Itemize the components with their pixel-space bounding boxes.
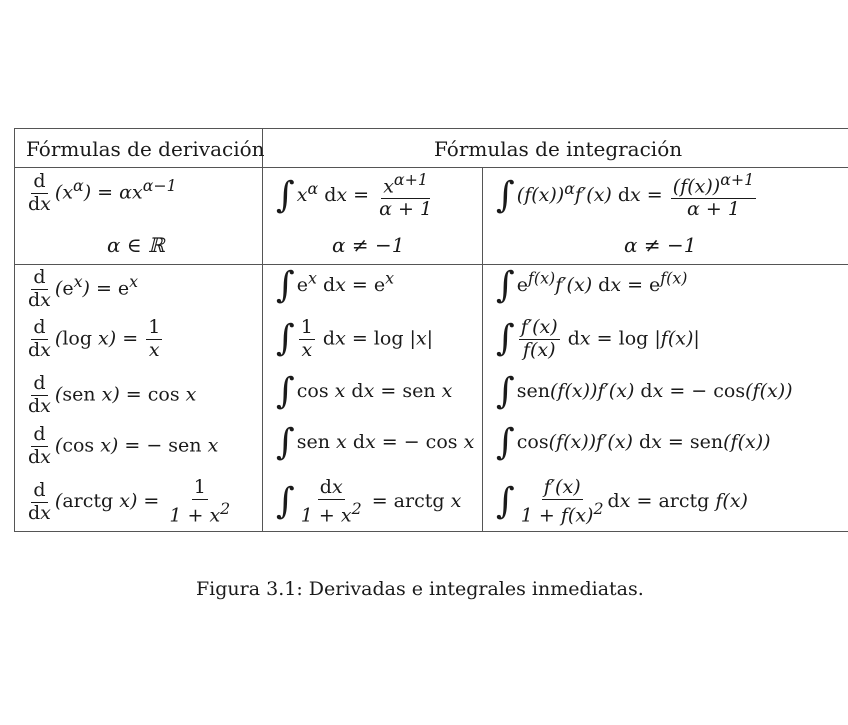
integral-power-condition: α ≠ −1: [332, 233, 405, 257]
derivative-power-condition: α ∈ ℝ: [107, 233, 165, 257]
table-bottom-rule: [14, 531, 848, 532]
general-integral-exponential: ∫ $e^{f(x)}f'(x)$ dx = $e^{f(x)}$: [496, 265, 688, 306]
first-row-bottom-rule: [14, 264, 848, 265]
general-integral-logarithm: ∫ $\frac{f'(x)}{f(x)}$ dx = log |f(x)|: [496, 316, 700, 361]
derivative-arctangent: $\frac{d}{dx}$ (arctg x) = $\frac{1}{1 + x^2}$: [28, 476, 231, 527]
integral-exponential: ∫ $e^x$ dx = $e^x$: [276, 265, 395, 306]
integral-logarithm: ∫ $\frac{1}{x}$ dx = log |x|: [276, 316, 434, 361]
derivative-cosine: $\frac{d}{dx}$ (cos x) = − sen x: [28, 423, 219, 468]
integral-sine: ∫ sen x dx = − cos x: [276, 422, 475, 463]
integral-power: ∫ $x^\alpha$ dx = $\frac{x^{\alpha+1}}{\alpha + 1}$: [276, 170, 433, 221]
general-integral-power-condition: α ≠ −1: [624, 233, 697, 257]
header-integration: Fórmulas de integración: [434, 137, 683, 161]
formula-text: [0, 0, 1, 1]
general-integral-cosine: ∫ cos(f(x))f′(x) dx = sen(f(x)): [496, 422, 771, 463]
general-integral-arctangent: ∫ $\frac{f'(x)}{1 + f(x)^2}$ dx = arctg f(x): [496, 476, 748, 527]
table-left-rule: [14, 128, 15, 532]
column-divider-integration: [482, 167, 483, 532]
general-integral-power: ∫ $(f(x))^\alpha f'(x)$ dx = $\frac{(f(x))^{\alpha+1}}{\alpha + 1}$: [496, 170, 755, 221]
column-divider-derivation: [262, 128, 263, 532]
derivative-exponential: $\frac{d}{dx}$ $(e^x) = e^x$: [28, 266, 139, 311]
general-integral-sine: ∫ sen(f(x))f′(x) dx = − cos(f(x)): [496, 371, 793, 412]
table-top-rule: [14, 128, 848, 129]
integral-arctangent: ∫ $\frac{dx}{1 + x^2}$ = arctg x: [276, 476, 462, 527]
derivative-logarithm: $\frac{d}{dx}$ (log x) = $\frac{1}{x}$: [28, 316, 161, 361]
formula-table: [14, 128, 848, 532]
integral-cosine: ∫ cos x dx = sen x: [276, 371, 453, 412]
derivative-power: $\frac{d}{dx}$ $(x^\alpha) = \alpha x^{\alpha-1}$: [28, 170, 177, 215]
derivative-sine: $\frac{d}{dx}$ (sen x) = cos x: [28, 372, 197, 417]
header-bottom-rule: [14, 167, 848, 168]
header-derivation: Fórmulas de derivación: [26, 137, 265, 161]
figure-caption: Figura 3.1: Derivadas e integrales inmediatas.: [196, 578, 644, 600]
